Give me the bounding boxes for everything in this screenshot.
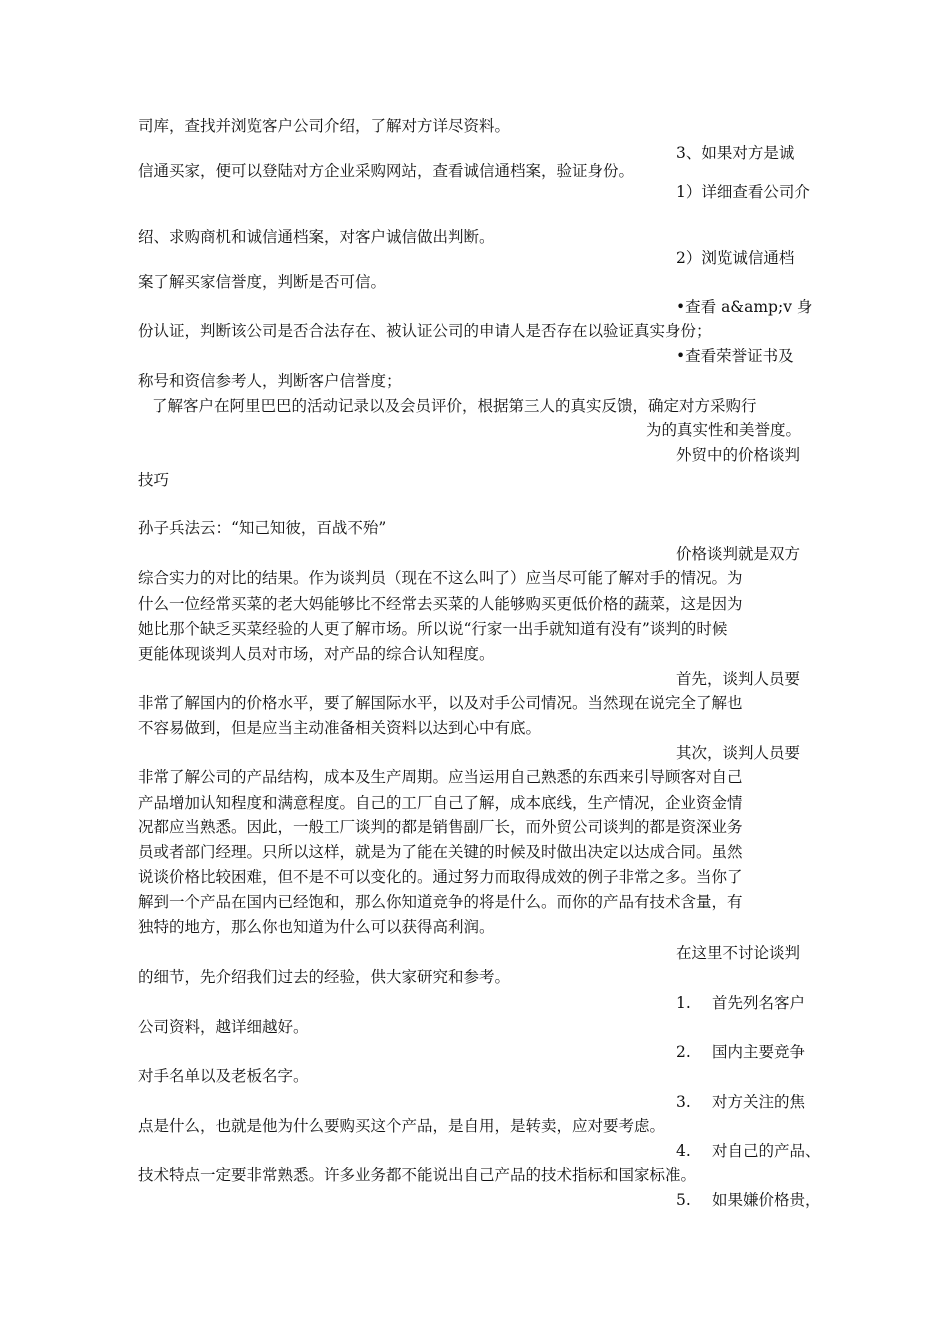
text-line: 司库，查找并浏览客户公司介绍，了解对方详尽资料。 — [138, 117, 511, 135]
list-number: 1. — [676, 994, 691, 1012]
list-number: 2. — [676, 1043, 691, 1061]
text-line: •查看荣誉证书及 — [676, 347, 794, 365]
text-line: 在这里不讨论谈判 — [676, 944, 801, 962]
text-line: 非常了解国内的价格水平，要了解国际水平，以及对手公司情况。当然现在说完全了解也 — [138, 694, 743, 712]
list-text: 国内主要竞争 — [712, 1043, 806, 1061]
text-line: 外贸中的价格谈判 — [676, 446, 801, 464]
text-line: 孙子兵法云：“知己知彼，百战不殆” — [138, 519, 387, 537]
text-line: 了解客户在阿里巴巴的活动记录以及会员评价，根据第三人的真实反馈，确定对方采购行 — [152, 397, 757, 415]
list-item-5 — [676, 1188, 821, 1212]
text-line: 称号和资信参考人，判断客户信誉度； — [138, 372, 402, 390]
text-line: 信通买家，便可以登陆对方企业采购网站，查看诚信通档案，验证身份。 — [138, 162, 635, 180]
list-text: 对方关注的焦 — [712, 1093, 806, 1111]
text-line: 员或者部门经理。只所以这样，就是为了能在关键的时候及时做出决定以达成合同。虽然 — [138, 843, 743, 861]
text-line: 技巧 — [138, 471, 170, 489]
list-number: 4. — [676, 1142, 691, 1160]
text-line: 非常了解公司的产品结构，成本及生产周期。应当运用自己熟悉的东西来引导顾客对自己 — [138, 768, 743, 786]
text-line: 首先，谈判人员要 — [676, 670, 801, 688]
text-line: 价格谈判就是双方 — [676, 545, 801, 563]
text-line: 案了解买家信誉度，判断是否可信。 — [138, 273, 387, 291]
list-item-3 — [676, 1090, 805, 1114]
text-line: 份认证，判断该公司是否合法存在、被认证公司的申请人是否存在以验证真实身份； — [138, 322, 712, 340]
text-line: •查看 a&amp;v 身 — [676, 298, 813, 316]
text-line: 她比那个缺乏买菜经验的人更了解市场。所以说“行家一出手就知道有没有”谈判的时候 — [138, 620, 728, 638]
text-line: 公司资料，越详细越好。 — [138, 1018, 309, 1036]
text-line: 对手名单以及老板名字。 — [138, 1067, 309, 1085]
text-line: 点是什么，也就是他为什么要购买这个产品，是自用，是转卖，应对要考虑。 — [138, 1117, 666, 1135]
text-line: 3、如果对方是诚 — [676, 144, 795, 162]
text-line: 绍、求购商机和诚信通档案，对客户诚信做出判断。 — [138, 228, 495, 246]
list-number: 3. — [676, 1093, 691, 1111]
text-line: 不容易做到，但是应当主动准备相关资料以达到心中有底。 — [138, 719, 542, 737]
list-item-2 — [676, 1040, 805, 1064]
text-line: 技术特点一定要非常熟悉。许多业务都不能说出自己产品的技术指标和国家标准。 — [138, 1166, 697, 1184]
text-line: 其次，谈判人员要 — [676, 744, 801, 762]
text-line: 说谈价格比较困难，但不是不可以变化的。通过努力而取得成效的例子非常之多。当你了 — [138, 868, 743, 886]
text-line: 什么一位经常买菜的老大妈能够比不经常去买菜的人能够购买更低价格的蔬菜，这是因为 — [138, 595, 743, 613]
text-line: 的细节，先介绍我们过去的经验，供大家研究和参考。 — [138, 968, 511, 986]
list-text: 对自己的产品、 — [712, 1142, 821, 1160]
list-item-1 — [676, 991, 805, 1015]
text-line: 为的真实性和美誉度。 — [646, 421, 802, 439]
list-item-4 — [676, 1139, 821, 1163]
list-text: 首先列名客户 — [712, 994, 806, 1012]
list-number: 5. — [676, 1191, 691, 1209]
text-line: 综合实力的对比的结果。作为谈判员（现在不这么叫了）应当尽可能了解对手的情况。为 — [138, 569, 743, 587]
text-line: 2）浏览诚信通档 — [676, 249, 795, 267]
text-line: 况都应当熟悉。因此，一般工厂谈判的都是销售副厂长，而外贸公司谈判的都是资深业务 — [138, 818, 743, 836]
text-line: 产品增加认知程度和满意程度。自己的工厂自己了解，成本底线，生产情况，企业资金情 — [138, 794, 743, 812]
text-line: 更能体现谈判人员对市场，对产品的综合认知程度。 — [138, 645, 495, 663]
list-text: 如果嫌价格贵， — [712, 1191, 821, 1209]
text-line: 1）详细查看公司介 — [676, 183, 810, 201]
text-line: 独特的地方，那么你也知道为什么可以获得高利润。 — [138, 918, 495, 936]
text-line: 解到一个产品在国内已经饱和，那么你知道竞争的将是什么。而你的产品有技术含量，有 — [138, 893, 743, 911]
